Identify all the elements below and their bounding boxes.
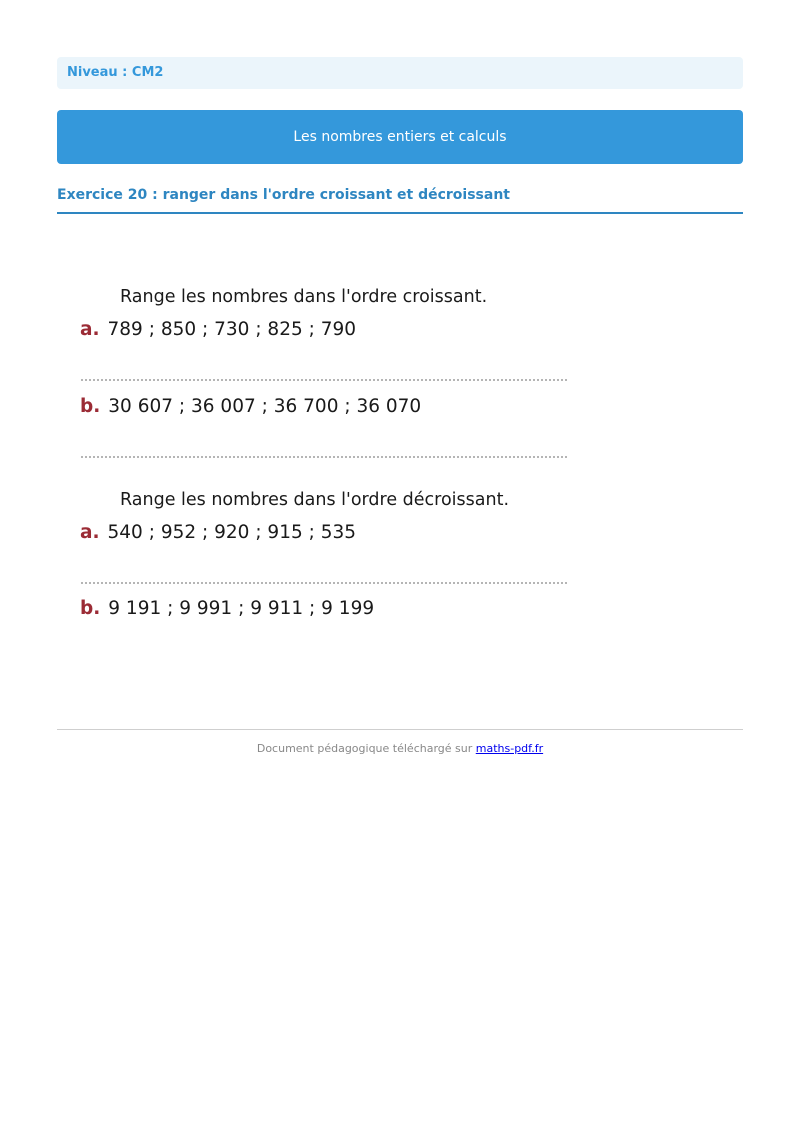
answer-line bbox=[81, 582, 567, 584]
number-list: 540 ; 952 ; 920 ; 915 ; 535 bbox=[107, 522, 357, 543]
page-title-banner: Les nombres entiers et calculs bbox=[57, 110, 743, 164]
number-list: 9 191 ; 9 991 ; 9 911 ; 9 199 bbox=[108, 598, 375, 619]
item-letter: a. bbox=[80, 522, 100, 543]
number-list: 30 607 ; 36 007 ; 36 700 ; 36 070 bbox=[108, 396, 422, 417]
footer-link[interactable]: maths-pdf.fr bbox=[475, 742, 544, 755]
item-ascending-a bbox=[80, 319, 356, 340]
answer-line bbox=[81, 379, 567, 381]
exercise-title: Exercice 20 : ranger dans l'ordre croissant et décroissant bbox=[57, 185, 743, 214]
footer bbox=[57, 742, 743, 755]
exercise-worksheet bbox=[78, 280, 578, 630]
item-descending-a bbox=[80, 522, 356, 543]
answer-line bbox=[81, 456, 567, 458]
item-ascending-b bbox=[80, 396, 421, 417]
number-list: 789 ; 850 ; 730 ; 825 ; 790 bbox=[107, 319, 357, 340]
item-letter: a. bbox=[80, 319, 100, 340]
instruction-descending: Range les nombres dans l'ordre décroissant. bbox=[120, 490, 510, 510]
footer-text: Document pédagogique téléchargé sur bbox=[256, 742, 476, 755]
item-descending-b bbox=[80, 598, 374, 619]
item-letter: b. bbox=[80, 396, 101, 417]
item-letter: b. bbox=[80, 598, 101, 619]
instruction-ascending: Range les nombres dans l'ordre croissant. bbox=[120, 287, 488, 307]
level-label: Niveau : CM2 bbox=[57, 57, 743, 89]
footer-divider bbox=[57, 729, 743, 730]
